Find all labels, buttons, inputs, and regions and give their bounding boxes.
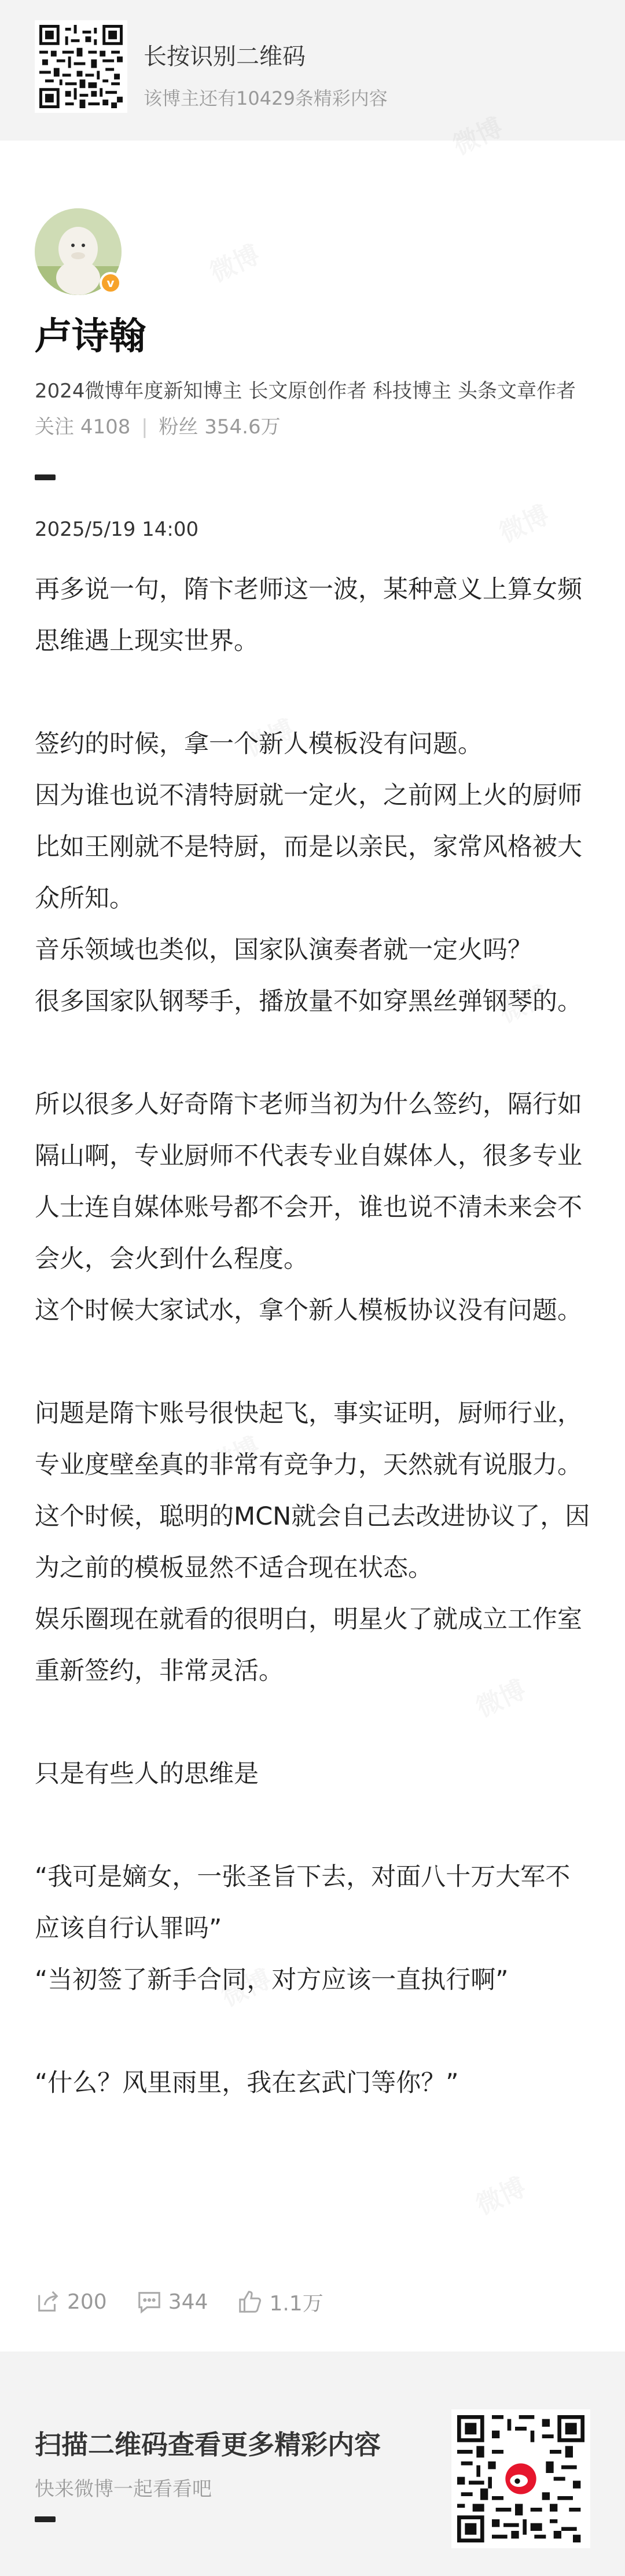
share-icon xyxy=(35,2288,61,2315)
banner-subtitle: 该博主还有10429条精彩内容 xyxy=(144,87,388,109)
post-paragraph-blank xyxy=(35,1028,590,1079)
post-paragraph-blank xyxy=(35,1697,590,1749)
post-paragraph: 这个时候，聪明的MCN就会自己去改进协议了，因为之前的模板显然不适合现在状态。 xyxy=(35,1502,590,1583)
post-paragraph-blank xyxy=(35,1800,590,1852)
bottom-qr-banner[interactable] xyxy=(0,2351,625,2576)
section-divider xyxy=(35,474,56,480)
thumbs-up-icon xyxy=(237,2288,263,2315)
banner-title: 长按识别二维码 xyxy=(144,43,306,70)
follow-label: 关注 xyxy=(35,415,74,439)
post-paragraph: 因为谁也说不清特厨就一定火，之前网上火的厨师比如王刚就不是特厨，而是以亲民，家常风格被大众所知。 xyxy=(35,781,582,913)
footer-qr-code-image[interactable] xyxy=(451,2409,590,2548)
post-actions xyxy=(35,2284,352,2319)
profile-tags: 2024微博年度新知博主 长文原创作者 科技博主 头条文章作者 xyxy=(35,380,576,403)
comment-icon xyxy=(136,2288,163,2315)
post-paragraph: 签约的时候，拿一个新人模板没有问题。 xyxy=(35,730,483,759)
post-paragraph: 再多说一句，隋卞老师这一波，某种意义上算女频思维遇上现实世界。 xyxy=(35,575,582,656)
post-content xyxy=(35,564,590,2109)
share-button[interactable] xyxy=(35,2288,107,2315)
post-paragraph-blank xyxy=(35,1337,590,1388)
watermark xyxy=(203,234,265,289)
post-paragraph-blank xyxy=(35,667,590,719)
comment-count: 344 xyxy=(168,2290,208,2314)
profile-name[interactable]: 卢诗翰 xyxy=(35,315,146,358)
post-paragraph: 所以很多人好奇隋卞老师当初为什么签约，隔行如隔山啊，专业厨师不代表专业自媒体人，很多专业人士连自媒体账号都不会开，谁也说不清未来会不会火，会火到什么程度。 xyxy=(35,1090,582,1274)
post-paragraph: 问题是隋卞账号很快起飞，事实证明，厨师行业，专业度壁垒真的非常有竞争力，天然就有说服力。 xyxy=(35,1399,582,1480)
post-paragraph-blank xyxy=(35,2006,590,2058)
profile-stats xyxy=(35,411,281,439)
post-paragraph: 很多国家队钢琴手，播放量不如穿黑丝弹钢琴的。 xyxy=(35,987,582,1016)
post-paragraph: “什么？风里雨里，我在玄武门等你？” xyxy=(35,2069,459,2097)
qr-code-image[interactable] xyxy=(35,20,127,113)
footer-title: 扫描二维码查看更多精彩内容 xyxy=(35,2429,381,2460)
post-date: 2025/5/19 14:00 xyxy=(35,518,199,541)
post-paragraph: 音乐领域也类似，国家队演奏者就一定火吗？ xyxy=(35,936,532,965)
verified-badge-icon: v xyxy=(100,272,122,294)
top-qr-banner[interactable] xyxy=(0,0,625,141)
qr-code-icon xyxy=(39,25,123,108)
qr-code-icon xyxy=(457,2415,584,2542)
post-paragraph: 娱乐圈现在就看的很明白，明星火了就成立工作室重新签约，非常灵活。 xyxy=(35,1605,582,1686)
stats-divider: | xyxy=(141,415,148,439)
share-count: 200 xyxy=(67,2290,107,2314)
comment-button[interactable] xyxy=(136,2288,208,2315)
post-paragraph: 只是有些人的思维是 xyxy=(35,1760,259,1789)
follow-count: 4108 xyxy=(80,415,131,439)
like-count: 1.1万 xyxy=(269,2291,323,2316)
like-button[interactable] xyxy=(237,2287,323,2317)
fans-label: 粉丝 xyxy=(159,415,198,439)
footer-subtitle: 快来微博一起看看吧 xyxy=(35,2478,212,2501)
fans-count: 354.6万 xyxy=(204,415,281,439)
post-paragraph: 这个时候大家试水，拿个新人模板协议没有问题。 xyxy=(35,1296,582,1325)
post-paragraph: “我可是嫡女，一张圣旨下去，对面八十万大军不应该自行认罪吗” xyxy=(35,1863,571,1943)
post-paragraph: “当初签了新手合同，对方应该一直执行啊” xyxy=(35,1966,509,1994)
footer-divider xyxy=(35,2516,56,2522)
watermark xyxy=(469,2166,531,2221)
watermark xyxy=(492,494,554,549)
